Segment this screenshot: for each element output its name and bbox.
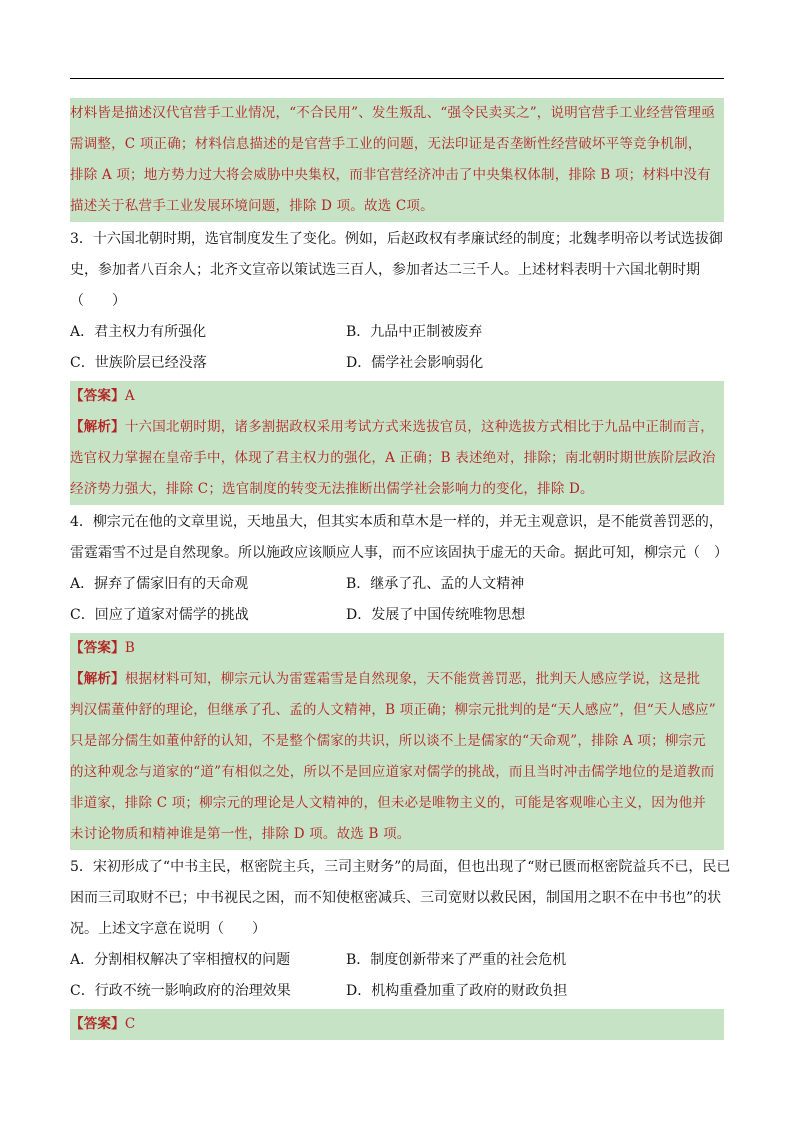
question-text-line: 困而三司取财不已；中书视民之困，而不知使枢密减兵、三司宽财以救民困，制国用之职不在中书也”的状 (70, 890, 722, 906)
question-text-line: （ ） (70, 293, 126, 309)
analysis-tag: 【解析】 (70, 419, 125, 435)
answer-line (70, 1009, 724, 1040)
analysis-line: 的这种观念与道家的“道”有相似之处，所以不是回应道家对儒学的挑战，而且当时冲击儒学地位的是道教而 (70, 764, 715, 780)
analysis-line: 判汉儒董仲舒的理论，但继承了孔、孟的人文精神，B 项正确；柳宗元批判的是“天人感应”，但“天人感应” (70, 702, 716, 718)
analysis-line: 描述关于私营手工业发展环境问题，排除 D 项。故选 C项。 (70, 198, 434, 214)
options (70, 317, 724, 379)
analysis-line: 排除 A 项；地方势力过大将会威胁中央集权，而非官营经济冲击了中央集权体制，排除 B 项；材料中没有 (70, 167, 711, 183)
option-a: A．摒弃了儒家旧有的天命观 (70, 576, 249, 592)
answer-tag: 【答案】 (70, 1016, 125, 1032)
question-text-line: 况。上述文字意在说明（ ） (70, 921, 266, 937)
analysis-line: 未讨论物质和精神谁是第一性，排除 D 项。故选 B 项。 (70, 826, 411, 842)
analysis-line: 【解析】根据材料可知，柳宗元认为雷霆霜雪是自然现象，天不能赏善罚恶，批判天人感应学说，这是批 (70, 671, 701, 687)
header-rule (70, 78, 724, 79)
answer-tag: 【答案】 (70, 640, 125, 656)
option-c: C．世族阶层已经没落 (70, 355, 207, 371)
options (70, 945, 724, 1007)
option-d: D．儒学社会影响弱化 (346, 355, 484, 371)
question-3 (70, 224, 724, 379)
question-5 (70, 852, 731, 1007)
answer-line (70, 633, 724, 664)
answer-q4-block (70, 633, 724, 850)
answer-value: B (124, 640, 135, 656)
analysis-line: 需调整，C 项正确；材料信息描述的是官营手工业的问题，无法印证是否垄断性经营破坏平等竞争机制， (70, 136, 702, 152)
analysis-line: 选官权力掌握在皇帝手中，体现了君主权力的强化，A 正确；B 表述绝对，排除；南北朝时期世族阶层政治 (70, 450, 716, 466)
analysis-line: 非道家，排除 C 项；柳宗元的理论是人文精神的，但未必是唯物主义的，可能是客观唯心主义，因为他并 (70, 795, 707, 811)
analysis-line: 材料皆是描述汉代官营手工业情况，“不合民用”、发生叛乱、“强令民卖买之”，说明官营手工业经营管理亟 (70, 105, 715, 121)
answer-q3-block (70, 381, 724, 505)
option-b: B．制度创新带来了严重的社会危机 (346, 952, 567, 968)
question-text-line: 5．宋初形成了“中书主民，枢密院主兵，三司主财务”的局面，但也出现了“财已匮而枢密院益兵不已，民已 (70, 859, 731, 875)
analysis-q2-block (70, 98, 724, 222)
option-a: A．分割相权解决了宰相擅权的问题 (70, 952, 291, 968)
option-c: C．行政不统一影响政府的治理效果 (70, 983, 291, 999)
question-text-line: 史，参加者八百余人；北齐文宣帝以策试选三百人，参加者达二三千人。上述材料表明十六国北朝时期 (70, 262, 700, 278)
answer-q5-block (70, 1009, 724, 1040)
analysis-line: 【解析】十六国北朝时期，诸多割据政权采用考试方式来选拔官员，这种选拔方式相比于九品中正制而言， (70, 419, 714, 435)
question-4 (70, 507, 728, 631)
analysis-line: 只是部分儒生如董仲舒的认知，不是整个儒家的共识，所以谈不上是儒家的“天命观”，排除 A 项；柳宗元 (70, 733, 706, 749)
option-a: A．君主权力有所强化 (70, 324, 207, 340)
option-c: C．回应了道家对儒学的挑战 (70, 607, 249, 623)
option-b: B．九品中正制被废弃 (346, 324, 483, 340)
option-b: B．继承了孔、孟的人文精神 (346, 576, 525, 592)
content (70, 98, 731, 1040)
option-d: D．机构重叠加重了政府的财政负担 (346, 983, 568, 999)
answer-line (70, 381, 724, 412)
analysis-tag: 【解析】 (70, 671, 125, 687)
analysis-line: 经济势力强大，排除 C；选官制度的转变无法推断出儒学社会影响力的变化，排除 D。 (70, 481, 594, 497)
question-text-line: 雷霆霜雪不过是自然现象。所以施政应该顺应人事，而不应该固执于虚无的天命。据此可知，柳宗元（ ） (70, 545, 728, 561)
answer-value: C (124, 1016, 136, 1032)
answer-value: A (124, 388, 135, 404)
answer-tag: 【答案】 (70, 388, 125, 404)
question-text-line: 3．十六国北朝时期，选官制度发生了变化。例如，后赵政权有孝廉试经的制度；北魏孝明帝以考试选拔御 (70, 231, 723, 247)
option-d: D．发展了中国传统唯物思想 (346, 607, 526, 623)
question-text-line: 4．柳宗元在他的文章里说，天地虽大，但其实本质和草木是一样的，并无主观意识，是不能赏善罚恶的， (70, 514, 723, 530)
options (70, 569, 724, 631)
